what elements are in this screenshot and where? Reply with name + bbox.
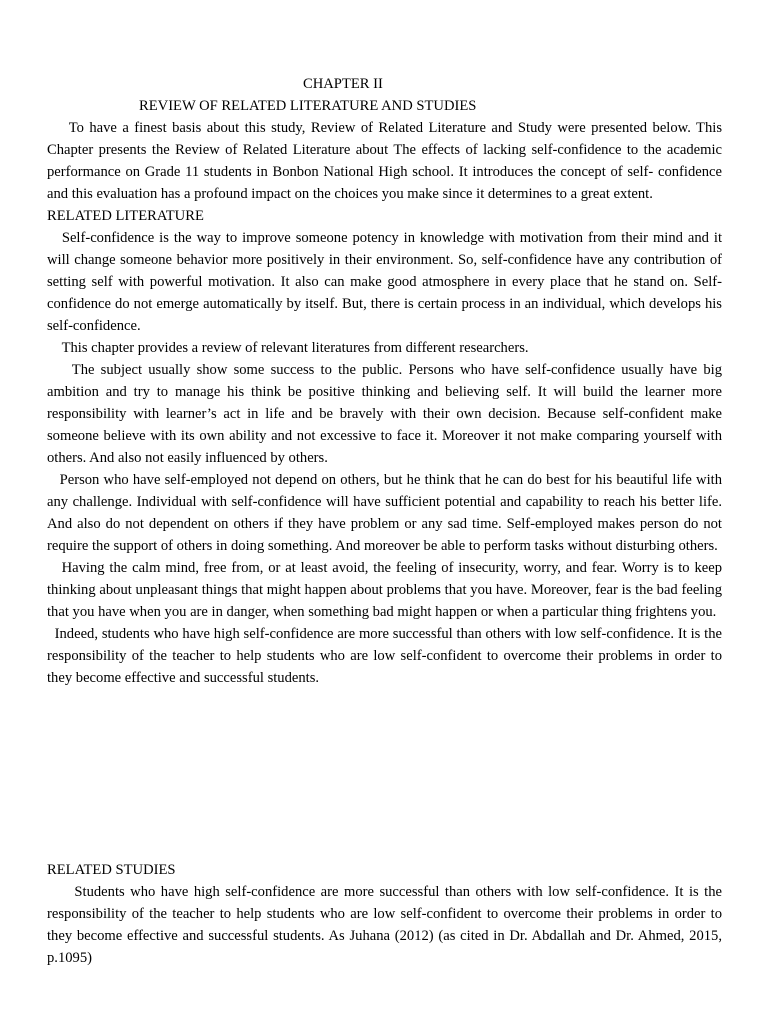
literature-paragraph: Indeed, students who have high self-confidence are more successful than others with low self-confidence. It is the responsibility of the teacher to help students who are low self-confident to overcome their problems in order to they become effective and successful students. [47, 626, 726, 686]
literature-paragraph: Person who have self-employed not depend on others, but he think that he can do best for his beautiful life with any challenge. Individual with self-confidence will have sufficient potential and capability to reach his better life. And also do not dependent on others if they have problem or any sad time. Self-employed makes person do not require the support of others in doing something. And moreover be able to perform tasks without disturbing others. [47, 472, 726, 554]
studies-section [47, 859, 726, 969]
literature-paragraph: Having the calm mind, free from, or at least avoid, the feeling of insecurity, worry, and fear. Worry is to keep thinking about unpleasant things that might happen about problems that you have. Moreover, fear is the bad feeling that you have when you are in danger, when something bad might happen or when a particular thing frightens you. [47, 560, 726, 620]
literature-section [47, 117, 726, 689]
literature-paragraph: This chapter provides a review of relevant literatures from different researchers. [47, 340, 529, 356]
chapter-subtitle: REVIEW OF RELATED LITERATURE AND STUDIES [139, 98, 477, 114]
related-studies-heading: RELATED STUDIES [47, 862, 176, 878]
intro-paragraph: To have a finest basis about this study, Review of Related Literature and Study were presented below. This Chapter presents the Review of Related Literature about The effects of lacking self-confidence to the academic performance on Grade 11 students in Bonbon National High school. It introduces the concept of self- confidence and this evaluation has a profound impact on the choices you make since it determines to a great extent. [47, 120, 726, 202]
related-literature-heading: RELATED LITERATURE [47, 208, 204, 224]
chapter-title: CHAPTER II [303, 76, 383, 92]
literature-paragraph: The subject usually show some success to the public. Persons who have self-confidence usually have big ambition and try to manage his think be positive thinking and believing self. It will build the learner more responsibility with learner’s act in life and be bravely with their own decision. Because self-confident make someone believe with its own ability and not excessive to face it. Moreover it not make comparing yourself with others. And also not easily influenced by others. [47, 362, 726, 466]
studies-paragraph: Students who have high self-confidence are more successful than others with low self-confidence. It is the responsibility of the teacher to help students who are low self-confident to overcome their problems in order to they become effective and successful students. As Juhana (2012) (as cited in Dr. Abdallah and Dr. Ahmed, 2015, p.1095) [47, 884, 726, 966]
literature-paragraph: Self-confidence is the way to improve someone potency in knowledge with motivation from their mind and it will change someone behavior more positively in their environment. So, self-confidence have any contribution of setting self with powerful motivation. It also can make good atmosphere in every place that he stand on. Self-confidence do not emerge automatically by itself. But, there is certain process in an individual, which develops his self-confidence. [47, 230, 726, 334]
